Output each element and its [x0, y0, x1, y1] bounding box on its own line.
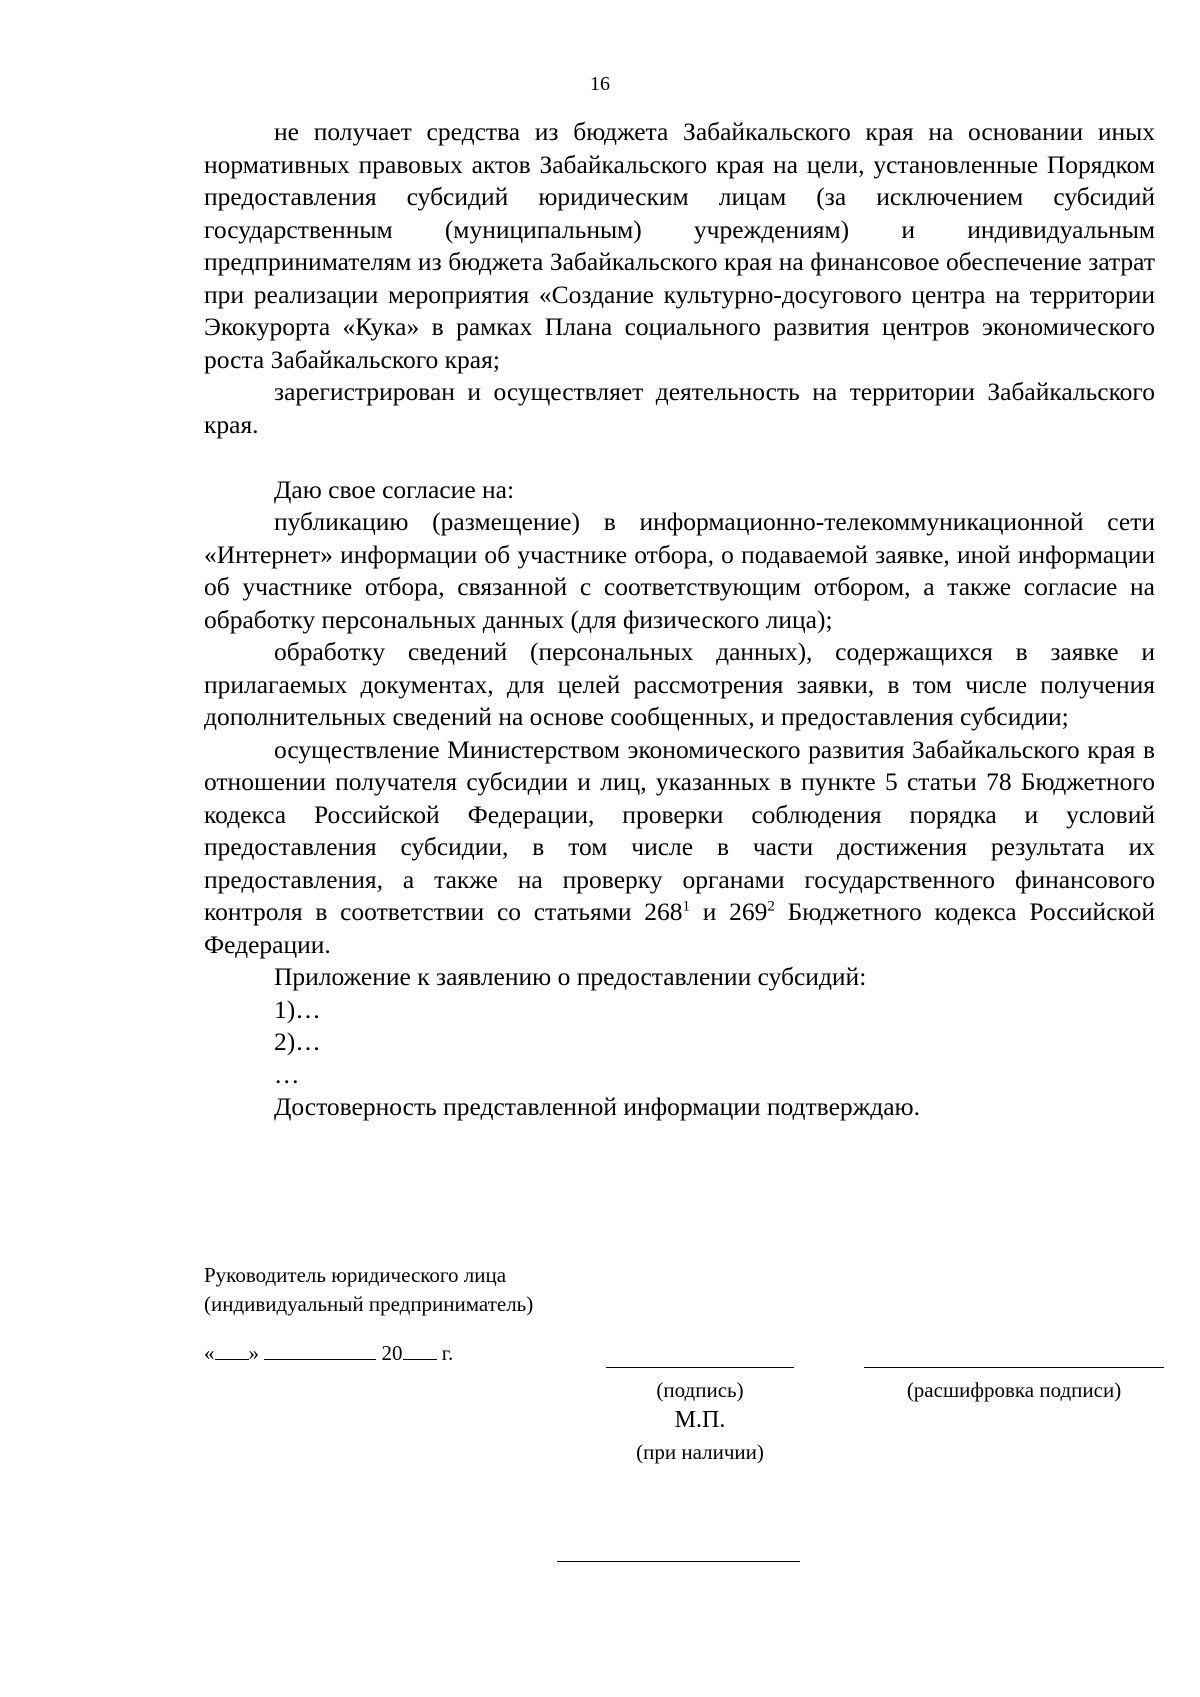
signature-decoding-line — [864, 1367, 1164, 1368]
signatory-title: Руководитель юридического лица — [204, 1263, 507, 1287]
paragraph-consent-heading: Даю свое согласие на: — [274, 474, 515, 504]
year-prefix: 20 — [381, 1341, 403, 1365]
paragraph-attachments: Приложение к заявлению о предоставлении субсидий: — [274, 962, 867, 991]
year-blank — [403, 1339, 437, 1360]
audit-text-part3: Бюджетного кодекса Российской Федерации. — [204, 897, 1155, 959]
quote-open: « — [204, 1341, 215, 1365]
paragraph-registration: зарегистрирован и осуществляет деятельность на территории Забайкальского края. — [204, 377, 1155, 439]
signature-caption: (подпись) — [656, 1378, 744, 1402]
signature-decoding-caption: (расшифровка подписи) — [906, 1378, 1122, 1402]
year-suffix: г. — [441, 1341, 454, 1365]
paragraph-consent-publication: публикацию (размещение) в информационно-телекоммуникационной сети «Интернет» информации об участнике отбора, о подаваемой заявке, иной информации об участнике отбора, связанной с соответствующим отбором, а также согласие на обработку персональных данных (для физического лица); — [204, 507, 1155, 634]
document-body — [204, 116, 1155, 1124]
document-end-line — [557, 1561, 800, 1562]
superscript-1: 1 — [682, 898, 690, 915]
attachment-item-2: 2)… — [274, 1027, 321, 1056]
stamp-note: (при наличии) — [636, 1440, 764, 1464]
signatory-subtitle: (индивидуальный предприниматель) — [204, 1292, 534, 1316]
paragraph-confirmation: Достоверность представленной информации подтверждаю. — [274, 1092, 920, 1121]
attachment-item-more: … — [274, 1059, 300, 1089]
attachment-item-1: 1)… — [274, 994, 321, 1024]
page-number: 16 — [590, 73, 610, 95]
paragraph-budget-condition: не получает средства из бюджета Забайкальского края на основании иных нормативных правовых актов Забайкальского края на цели, установленные Порядком предоставления субсидий юридическим лицам (за исключением субсидий государственным (муниципальным) учреждениям) и индивидуальным предпринимателям из бюджета Забайкальского края на финансовое обеспечение затрат при реализации мероприятия «Создание культурно-досугового центра на территории Экокурорта «Кука» в рамках Плана социального развития центров экономического роста Забайкальского края; — [204, 117, 1155, 374]
audit-text-part2: и 269 — [689, 897, 768, 926]
superscript-2: 2 — [767, 898, 775, 915]
paragraph-spacer — [204, 441, 1155, 474]
quote-close: » — [248, 1341, 259, 1365]
signature-line — [606, 1367, 794, 1368]
stamp-label: М.П. — [674, 1407, 726, 1433]
date-line — [204, 1339, 453, 1367]
paragraph-consent-audit — [204, 734, 1155, 962]
paragraph-consent-processing: обработку сведений (персональных данных), содержащихся в заявке и прилагаемых документах, для целей рассмотрения заявки, в том числе получения дополнительных сведений на основе сообщенных, и предоставления субсидии; — [204, 637, 1155, 731]
audit-text-part1: осуществление Министерством экономического развития Забайкальского края в отношении получателя субсидии и лиц, указанных в пункте 5 статьи 78 Бюджетного кодекса Российской Федерации, проверки соблюдения порядка и условий предоставления субсидии, в том числе в части достижения результата их предоставления, а также на проверку органами государственного финансового контроля в соответствии со статьями 268 — [204, 734, 1155, 926]
month-blank — [264, 1339, 376, 1360]
day-blank — [215, 1339, 249, 1360]
signatory-block — [204, 1261, 533, 1319]
